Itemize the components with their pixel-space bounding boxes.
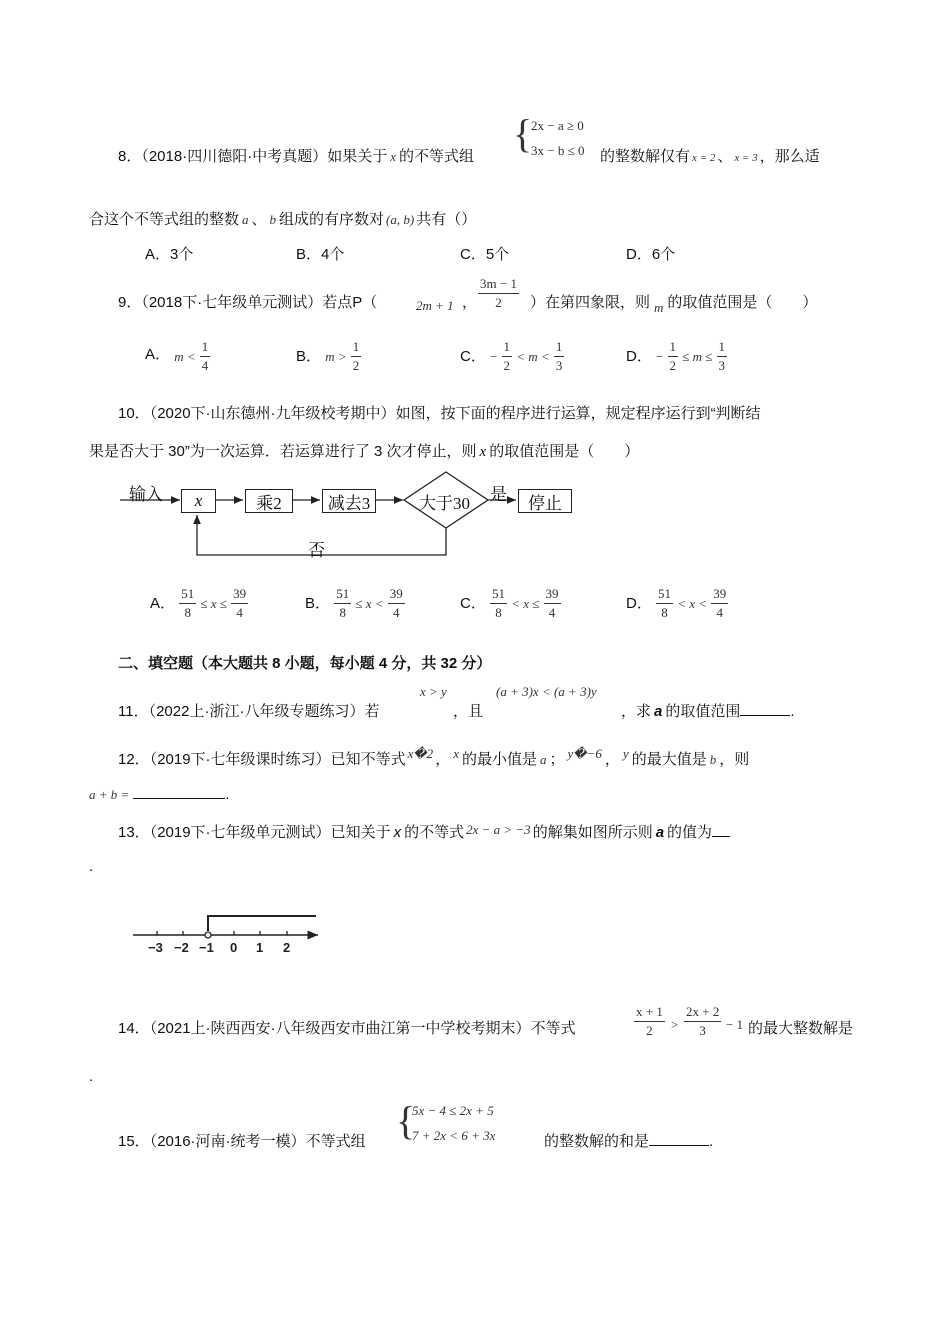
denominator: 4 (392, 605, 400, 621)
question-number: 11． (118, 703, 149, 720)
question-source: （2018·四川德阳·中考真题） (141, 148, 328, 165)
question-text: 的值为 (667, 824, 713, 841)
option-value: 5个 (485, 246, 510, 263)
denominator: 4 (201, 358, 209, 374)
numerator: 1 (554, 340, 565, 357)
variable-y: y (622, 746, 629, 761)
section-heading: 二、填空题（本大题共 8 小题，每小题 4 分，共 32 分） (118, 655, 492, 672)
inequality-1: x�2 (407, 746, 434, 761)
denominator: 3 (555, 358, 563, 374)
option-expr: ≤ x ≤ (200, 595, 227, 611)
denominator: 2 (352, 358, 360, 374)
solution-1: x = 2 (692, 152, 716, 164)
question-text: 若 (364, 703, 380, 720)
denominator: 2 (503, 358, 511, 374)
variable-x: x (390, 149, 397, 164)
option-expr: < x ≤ (511, 595, 540, 611)
denominator: 3 (718, 358, 726, 374)
variable-a: a (540, 752, 547, 767)
option-label: A． (150, 594, 176, 612)
variable-x: x (479, 444, 487, 460)
variable-b: b (269, 212, 277, 227)
question-text: 已知不等式 (330, 751, 406, 768)
denominator: 8 (339, 605, 346, 621)
numerator: 1 (200, 340, 211, 357)
option-expr: m < (174, 348, 196, 364)
option-label: A． (145, 345, 171, 363)
numerator: 39 (711, 587, 728, 604)
option-label: B． (296, 347, 322, 365)
inequality: 2x − a > −3 (466, 822, 531, 837)
question-source: （2019下·七年级课时练习） (149, 751, 331, 768)
numerator: 1 (502, 340, 513, 357)
option-value: 6个 (651, 246, 676, 263)
numerator: 39 (544, 587, 561, 604)
system-brace: { (513, 111, 533, 156)
numerator: 39 (231, 587, 248, 604)
question-text: ）在第四象限，则 (530, 294, 651, 311)
tick-label: −1 (199, 940, 214, 955)
option-expr: ≤ x < (355, 595, 384, 611)
question-text: ，且 (453, 703, 484, 720)
denominator: 2 (495, 295, 502, 311)
question-text: 的整数解的和是 (544, 1133, 650, 1150)
tick-label: 2 (283, 940, 291, 955)
option-label: D． (626, 347, 652, 365)
numerator: 51 (179, 587, 196, 604)
numerator: 51 (490, 587, 507, 604)
question-source: （2018下·七年级单元测试） (141, 294, 323, 311)
coordinate-1: 2m + 1 (416, 298, 454, 313)
flow-box-x: x (181, 489, 216, 513)
system-line-1: 5x − 4 ≤ 2x + 5 (412, 1103, 494, 1118)
variable-x: x (393, 824, 402, 841)
question-text: 合这个不等式组的整数 (89, 211, 240, 228)
flow-box-multiply: 乘2 (245, 489, 293, 513)
question-text: 的解集如图所示则 (532, 824, 653, 841)
question-text: 的取值范围 (665, 703, 741, 720)
variable-a: a (654, 703, 663, 720)
system-line-2: 7 + 2x < 6 + 3x (412, 1128, 496, 1143)
expression-a-plus-b: a + b = (89, 787, 130, 802)
flow-box-stop: 停止 (518, 489, 572, 513)
flow-yes-label: 是 (490, 485, 507, 504)
option-label: B． (296, 246, 322, 263)
numerator: x + 1 (634, 1005, 665, 1022)
question-text: 的最小值是 (461, 751, 537, 768)
numerator: 1 (351, 340, 362, 357)
denominator: 3 (699, 1023, 706, 1039)
question-text: 组成的有序数对 (279, 211, 385, 228)
option-expr: < m < (516, 348, 550, 364)
question-text: ，那么适 (759, 148, 820, 165)
inequality-sign: > (671, 1017, 679, 1032)
variable-a: a (655, 824, 665, 841)
question-text: 如果关于 (327, 148, 388, 165)
option-expr: m > (325, 348, 347, 364)
separator: ； (549, 751, 565, 768)
period: . (709, 1133, 714, 1150)
option-value: 3个 (170, 246, 194, 263)
question-source: （2016·河南·统考一模） (149, 1133, 306, 1150)
option-label: C． (460, 246, 486, 263)
separator: 、 (717, 148, 733, 165)
option-value: 4个 (321, 246, 345, 263)
separator: ， (435, 751, 451, 768)
open-point (205, 932, 211, 938)
question-source: （2019下·七年级单元测试） (149, 824, 331, 841)
option-expr: < x < (677, 595, 708, 611)
numerator: 39 (388, 587, 405, 604)
numerator: 1 (717, 340, 728, 357)
denominator: 4 (716, 605, 723, 621)
question-source: （2020下·山东德州·九年级校考期中） (149, 405, 396, 422)
separator: ， (604, 751, 620, 768)
option-label: C． (460, 347, 486, 365)
option-expr: − (656, 348, 664, 364)
flow-decision-label: 大于30 (419, 494, 470, 513)
numerator: 51 (334, 587, 351, 604)
question-number: 13． (118, 824, 150, 841)
question-text: 的最大值是 (631, 751, 707, 768)
inequality-2: y�−6 (567, 746, 602, 761)
flow-input-label: 输入 (129, 485, 163, 504)
tick-label: −2 (174, 940, 189, 955)
condition-2: (a + 3)x < (a + 3)y (496, 684, 597, 699)
tick-label: −3 (148, 940, 163, 955)
option-label: C． (460, 594, 486, 612)
question-text: 的整数解仅有 (600, 148, 691, 165)
ordered-pair: (a, b) (386, 212, 415, 227)
question-text: 共有（） (416, 211, 477, 228)
period: . (89, 1068, 94, 1085)
variable-a: a (242, 212, 249, 227)
option-label: D． (626, 594, 652, 612)
rhs-tail: − 1 (726, 1017, 744, 1032)
question-text: 如图，按下面的程序进行运算，规定程序运行到“判断结 (395, 405, 761, 422)
condition-1: x > y (420, 684, 447, 699)
option-expr: − (490, 348, 498, 364)
tick-label: 0 (230, 940, 238, 955)
variable-b: b (709, 752, 717, 767)
option-label: A． (145, 246, 171, 263)
question-number: 9． (118, 294, 142, 311)
numerator: 51 (656, 587, 673, 604)
tick-label: 1 (256, 940, 264, 955)
separator: 、 (251, 211, 267, 228)
answer-blank[interactable] (649, 1145, 709, 1146)
period: . (89, 858, 94, 875)
question-text: 的取值范围是（ ） (489, 443, 640, 460)
question-text: 已知关于 (330, 824, 391, 841)
denominator: 2 (646, 1023, 653, 1039)
question-number: 15． (118, 1133, 150, 1150)
option-expr: ≤ m ≤ (682, 348, 713, 364)
variable-m: m (654, 300, 664, 315)
numerator: 2x + 2 (684, 1005, 721, 1022)
question-text: 的取值范围是（ ） (667, 294, 818, 311)
denominator: 2 (669, 358, 677, 374)
question-source: （2021上·陕西西安·八年级西安市曲江第一中学校考期末） (149, 1020, 531, 1037)
denominator: 4 (236, 605, 243, 621)
numerator: 3m − 1 (478, 277, 519, 294)
solution-2: x = 3 (734, 152, 758, 164)
question-text: 不等式组 (305, 1133, 366, 1150)
flow-no-label: 否 (308, 541, 325, 560)
question-text: ，求 (621, 703, 652, 720)
option-label: B． (305, 594, 331, 612)
denominator: 8 (495, 605, 502, 621)
flow-box-subtract: 减去3 (322, 489, 376, 513)
question-text: 若点P（ (322, 294, 378, 311)
option-label: D． (626, 246, 652, 263)
question-number: 8． (118, 148, 142, 165)
question-text: 不等式 (530, 1020, 576, 1037)
denominator: 8 (184, 605, 191, 621)
question-number: 10． (118, 405, 150, 422)
question-text: 的不等式 (404, 824, 465, 841)
system-line-2: 3x − b ≤ 0 (531, 143, 585, 158)
period: . (225, 786, 230, 803)
rhs-fraction (684, 1005, 721, 1039)
question-source: （2022上·浙江·八年级专题练习） (148, 703, 365, 720)
numerator: 1 (668, 340, 679, 357)
lhs-fraction (634, 1005, 665, 1039)
question-number: 12． (118, 751, 150, 768)
denominator: 4 (548, 605, 556, 621)
separator: ， (462, 294, 478, 311)
question-text: ，则 (719, 751, 750, 768)
denominator: 8 (661, 605, 668, 621)
system-brace: { (396, 1098, 416, 1143)
variable-x: x (453, 746, 459, 761)
question-text: 果是否大于 30”为一次运算．若运算进行了 3 次才停止，则 (89, 443, 477, 460)
period: . (790, 703, 795, 720)
question-text: 的最大整数解是 (748, 1020, 854, 1037)
question-number: 14． (118, 1020, 150, 1037)
system-line-1: 2x − a ≥ 0 (531, 118, 584, 133)
question-text: 的不等式组 (399, 148, 475, 165)
